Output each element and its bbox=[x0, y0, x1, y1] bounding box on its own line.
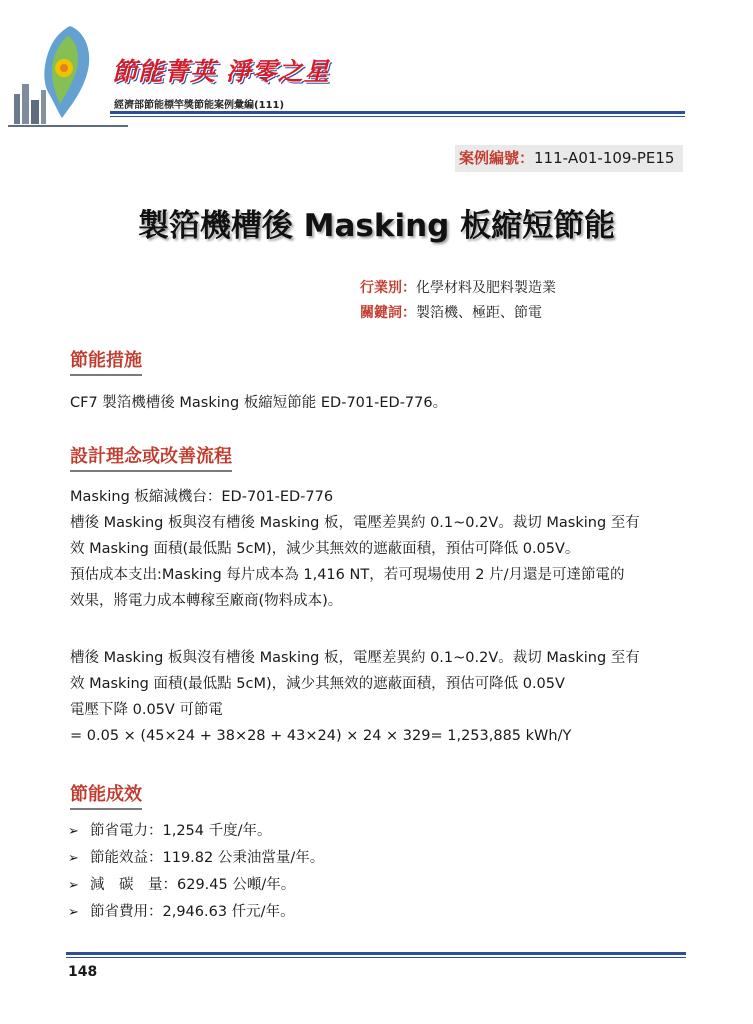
measures-text: CF7 製箔機槽後 Masking 板縮短節能 ED-701-ED-776。 bbox=[70, 395, 448, 411]
keywords-label: 關鍵詞： bbox=[360, 305, 416, 321]
design-line: = 0.05 × (45×24 + 38×28 + 43×24) × 24 × 329= 1,253,885 kWh/Y bbox=[70, 728, 572, 744]
list-item bbox=[68, 899, 324, 926]
list-item bbox=[68, 845, 324, 872]
result-text: 節省電力：1,254 千度/年。 bbox=[90, 823, 272, 839]
design-line: 預估成本支出:Masking 每片成本為 1,416 NT，若可現場使用 2 片/月還是可達節電的 bbox=[70, 567, 625, 583]
design-line: 電壓下降 0.05V 可節電 bbox=[70, 702, 223, 718]
section-heading-measures: 節能措施 bbox=[70, 346, 142, 376]
section-heading-design: 設計理念或改善流程 bbox=[70, 442, 232, 472]
header-divider-thin bbox=[110, 116, 685, 117]
section-heading-results: 節能成效 bbox=[70, 780, 142, 810]
design-line: Masking 板縮減機台：ED-701-ED-776 bbox=[70, 489, 334, 505]
keywords-line bbox=[360, 302, 542, 322]
page-title: 製箔機槽後 Masking 板縮短節能 bbox=[137, 208, 616, 244]
industry-label: 行業別： bbox=[360, 280, 416, 296]
result-text: 節省費用：2,946.63 仟元/年。 bbox=[90, 904, 295, 920]
header-divider bbox=[110, 111, 685, 114]
measures-paragraph bbox=[70, 390, 690, 416]
result-text: 節能效益：119.82 公秉油當量/年。 bbox=[90, 850, 325, 866]
design-line: 槽後 Masking 板與沒有槽後 Masking 板，電壓差異約 0.1~0.2V。裁切 Masking 至有 bbox=[70, 650, 640, 666]
list-item bbox=[68, 818, 324, 845]
design-line: 效 Masking 面積(最低點 5cM)，減少其無效的遮蔽面積，預估可降低 0.05V。 bbox=[70, 541, 580, 557]
industry-line bbox=[360, 277, 556, 297]
page-header bbox=[0, 0, 753, 130]
keywords-value: 製箔機、極距、節電 bbox=[416, 305, 542, 321]
results-list bbox=[68, 818, 324, 926]
case-number-label: 案例編號： bbox=[459, 149, 535, 167]
design-line: 效果，將電力成本轉稼至廠商(物料成本)。 bbox=[70, 593, 343, 609]
design-line: 效 Masking 面積(最低點 5cM)，減少其無效的遮蔽面積，預估可降低 0.05V bbox=[70, 676, 565, 692]
arrow-bullet-icon: ➢ bbox=[68, 851, 79, 866]
case-number-value: 111-A01-109-PE15 bbox=[534, 149, 675, 167]
design-paragraph-b bbox=[70, 645, 690, 749]
design-paragraph-a bbox=[70, 484, 690, 614]
brand-title: 節能菁英 淨零之星 bbox=[112, 57, 330, 86]
arrow-bullet-icon: ➢ bbox=[68, 824, 79, 839]
industry-value: 化學材料及肥料製造業 bbox=[416, 280, 556, 296]
result-text: 減 碳 量：629.45 公噸/年。 bbox=[90, 877, 296, 893]
footer-divider-thin bbox=[66, 957, 686, 958]
page-number: 148 bbox=[68, 964, 98, 980]
brand-subtitle: 經濟部節能標竿獎節能案例彙編(111) bbox=[114, 100, 285, 111]
list-item bbox=[68, 872, 324, 899]
footer-divider bbox=[66, 952, 686, 955]
arrow-bullet-icon: ➢ bbox=[68, 905, 79, 920]
design-line: 槽後 Masking 板與沒有槽後 Masking 板，電壓差異約 0.1~0.2V。裁切 Masking 至有 bbox=[70, 515, 640, 531]
case-number-box bbox=[455, 145, 683, 172]
arrow-bullet-icon: ➢ bbox=[68, 878, 79, 893]
